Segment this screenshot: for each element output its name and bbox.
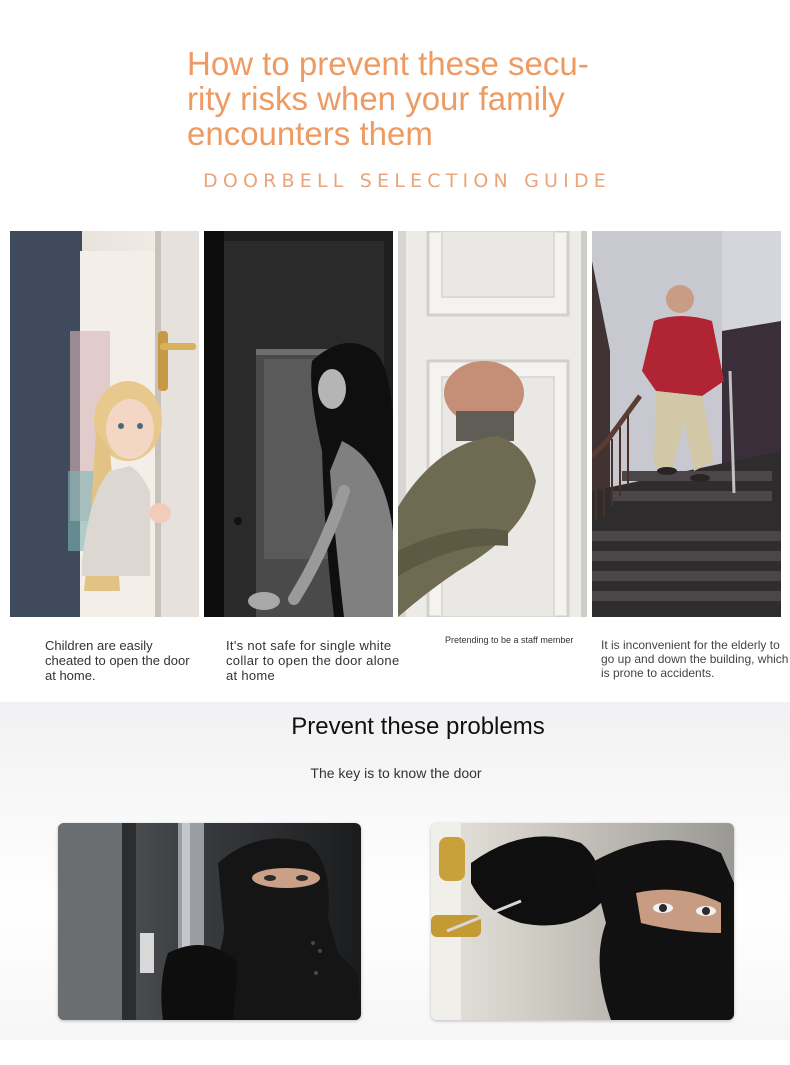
prevent-subtitle: The key is to know the door [310, 765, 482, 781]
hero-section [0, 0, 790, 230]
scenario-caption-child: Children are easily cheated to open the door at home. [45, 638, 190, 683]
hand-knocking-door-photo [398, 231, 587, 617]
scenario-caption-fake-staff: Pretending to be a staff member [445, 635, 574, 645]
scenario-photos [10, 231, 781, 617]
prevent-title: Prevent these problems [291, 713, 545, 740]
scenario-caption-single-woman: It's not safe for single white collar to open the door alone at home [226, 638, 400, 683]
elderly-man-stairs-photo [592, 231, 781, 617]
scenario-caption-elderly: It is inconvenient for the elderly to go up and down the building, which is prone to accidents. [601, 638, 789, 680]
masked-burglar-prying-door-photo [58, 823, 361, 1020]
hero-title: How to prevent these secu-rity risks when your family encounters them [187, 45, 589, 152]
hero-subtitle: DOORBELL SELECTION GUIDE [203, 170, 612, 192]
child-peeking-door-photo [10, 231, 199, 617]
woman-opening-dark-door-photo [204, 231, 393, 617]
masked-burglar-picking-lock-photo [431, 823, 734, 1020]
